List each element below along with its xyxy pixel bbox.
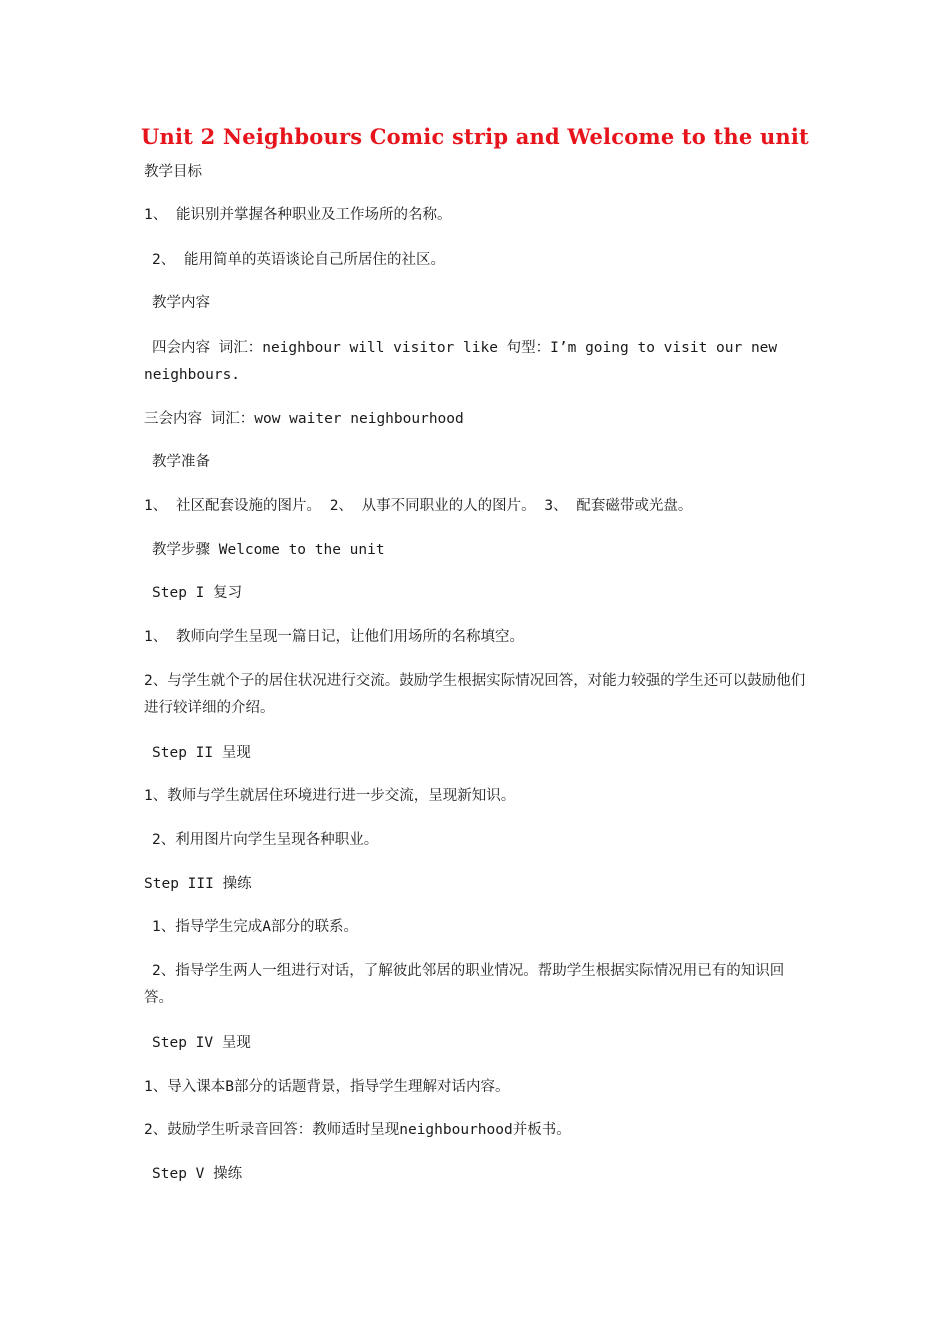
step-3-item-2: 2、指导学生两人一组进行对话，了解彼此邻居的职业情况。帮助学生根据实际情况用已有的知识回答。 [144, 963, 785, 1006]
content-four-skills: 四会内容 词汇：neighbour will visitor like 句型：I’m going to visit our new neighbours. [144, 340, 778, 383]
objective-1: 1、 能识别并掌握各种职业及工作场所的名称。 [144, 207, 452, 223]
step-1-item-2: 2、与学生就个子的居住状况进行交流。鼓励学生根据实际情况回答，对能力较强的学生还可以鼓励他们进行较详细的介绍。 [144, 673, 806, 716]
document-title: Unit 2 Neighbours Comic strip and Welcome to the unit [141, 124, 809, 149]
step-2-heading: Step II 呈现 [152, 745, 251, 761]
preparation-items: 1、 社区配套设施的图片。 2、 从事不同职业的人的图片。 3、 配套磁带或光盘。 [144, 498, 693, 514]
step-3-item-1: 1、指导学生完成A部分的联系。 [152, 919, 358, 935]
content-three-skills: 三会内容 词汇：wow waiter neighbourhood [144, 411, 464, 427]
step-2-item-2: 2、利用图片向学生呈现各种职业。 [152, 832, 379, 848]
step-1-heading: Step I 复习 [152, 585, 243, 601]
step-5-heading: Step V 操练 [152, 1166, 243, 1182]
objective-2: 2、 能用简单的英语谈论自己所居住的社区。 [152, 252, 445, 268]
step-1-item-1: 1、 教师向学生呈现一篇日记，让他们用场所的名称填空。 [144, 629, 524, 645]
step-4-heading: Step IV 呈现 [152, 1035, 251, 1051]
step-4-item-2: 2、鼓励学生听录音回答：教师适时呈现neighbourhood并板书。 [144, 1122, 571, 1138]
heading-steps: 教学步骤 Welcome to the unit [152, 542, 385, 558]
heading-preparation: 教学准备 [152, 454, 210, 470]
heading-objectives: 教学目标 [144, 164, 202, 180]
step-4-item-1: 1、导入课本B部分的话题背景，指导学生理解对话内容。 [144, 1079, 510, 1095]
step-3-heading: Step III 操练 [144, 876, 252, 892]
heading-content: 教学内容 [152, 295, 210, 311]
step-2-item-1: 1、教师与学生就居住环境进行进一步交流，呈现新知识。 [144, 788, 516, 804]
